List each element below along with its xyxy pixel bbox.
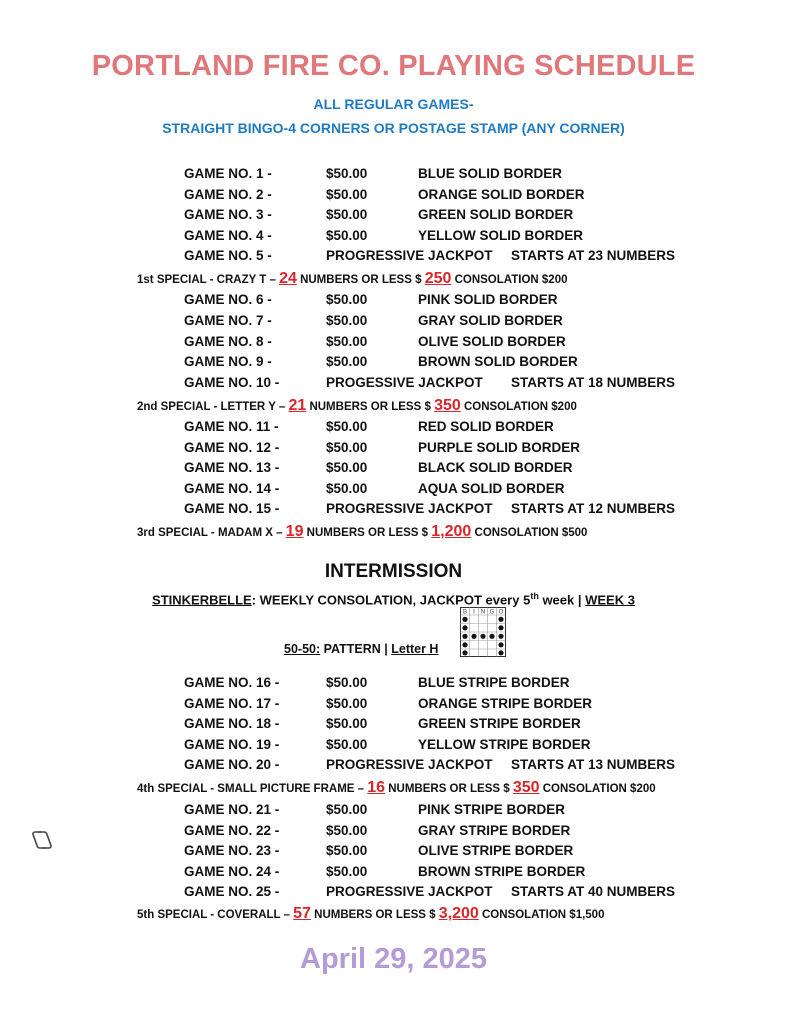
game-prize: $50.00 — [326, 696, 368, 711]
special-mid: NUMBERS OR LESS $ — [303, 527, 432, 539]
game-prize: $50.00 — [326, 166, 368, 181]
bingo-letter: I — [473, 609, 475, 616]
fifty-fifty-text: PATTERN | — [320, 642, 392, 656]
game-number: GAME NO. 22 - — [184, 823, 280, 838]
game-pattern: BROWN STRIPE BORDER — [418, 864, 586, 879]
game-number: GAME NO. 15 - — [184, 501, 280, 516]
game-row — [0, 481, 787, 501]
game-number: GAME NO. 7 - — [184, 313, 272, 328]
game-row — [0, 440, 787, 460]
game-number: GAME NO. 18 - — [184, 716, 280, 731]
game-row — [0, 716, 787, 736]
game-row — [0, 207, 787, 227]
game-pattern: PINK SOLID BORDER — [418, 292, 558, 307]
stinkerbelle-text: : WEEKLY CONSOLATION, JACKPOT every 5 — [251, 592, 531, 608]
special-label: 5th SPECIAL - COVERALL – — [137, 909, 294, 921]
special-label: 3rd SPECIAL - MADAM X – — [137, 527, 286, 539]
game-note: STARTS AT 23 NUMBERS — [511, 248, 676, 263]
game-number: GAME NO. 9 - — [184, 354, 272, 369]
game-pattern: PINK STRIPE BORDER — [418, 802, 566, 817]
game-row — [0, 884, 787, 904]
game-number: GAME NO. 11 - — [184, 419, 279, 434]
game-prize: $50.00 — [326, 802, 368, 817]
game-row — [0, 843, 787, 863]
game-row — [0, 166, 787, 186]
special-consolation: CONSOLATION $200 — [460, 401, 577, 413]
fifty-fifty-label: 50-50: — [284, 642, 321, 656]
special-numbers: 16 — [367, 779, 386, 796]
game-number: GAME NO. 12 - — [184, 440, 280, 455]
game-pattern: YELLOW SOLID BORDER — [418, 228, 583, 243]
game-prize: PROGESSIVE JACKPOT — [326, 375, 483, 390]
stinkerbelle-label: STINKERBELLE — [152, 592, 252, 608]
game-prize: PROGRESSIVE JACKPOT — [326, 501, 493, 516]
game-prize: $50.00 — [326, 843, 368, 858]
game-pattern: OLIVE STRIPE BORDER — [418, 843, 574, 858]
game-number: GAME NO. 20 - — [184, 757, 280, 772]
game-pattern: AQUA SOLID BORDER — [418, 481, 565, 496]
subtitle-straight-bingo: STRAIGHT BINGO-4 CORNERS OR POSTAGE STAMP (ANY CORNER) — [162, 120, 625, 136]
special-mid: NUMBERS OR LESS $ — [306, 401, 435, 413]
game-pattern: BROWN SOLID BORDER — [418, 354, 578, 369]
game-row — [0, 248, 787, 268]
game-number: GAME NO. 8 - — [184, 334, 272, 349]
game-pattern: GREEN STRIPE BORDER — [418, 716, 581, 731]
game-note: STARTS AT 12 NUMBERS — [511, 501, 676, 516]
game-number: GAME NO. 14 - — [184, 481, 280, 496]
game-number: GAME NO. 2 - — [184, 187, 272, 202]
game-number: GAME NO. 4 - — [184, 228, 272, 243]
game-row — [0, 696, 787, 716]
letter-h-bingo-card — [460, 607, 506, 657]
game-prize: $50.00 — [326, 460, 368, 475]
game-prize: $50.00 — [326, 823, 368, 838]
game-prize: $50.00 — [326, 716, 368, 731]
special-label: 4th SPECIAL - SMALL PICTURE FRAME – — [137, 783, 368, 795]
special-amount: 350 — [434, 397, 461, 414]
game-number: GAME NO. 1 - — [184, 166, 272, 181]
game-pattern: BLUE SOLID BORDER — [418, 166, 563, 181]
game-pattern: BLUE STRIPE BORDER — [418, 675, 570, 690]
fifty-fifty-line — [284, 642, 438, 656]
game-prize: $50.00 — [326, 737, 368, 752]
game-pattern: PURPLE SOLID BORDER — [418, 440, 581, 455]
special-game-1 — [137, 270, 567, 288]
special-consolation: CONSOLATION $200 — [539, 783, 656, 795]
game-pattern: RED SOLID BORDER — [418, 419, 554, 434]
game-number: GAME NO. 5 - — [184, 248, 272, 263]
special-numbers: 19 — [285, 523, 304, 540]
stinkerbelle-line — [0, 591, 787, 607]
copilot-icon[interactable] — [29, 829, 55, 851]
stinkerbelle-tail: week | — [538, 592, 586, 608]
game-row — [0, 460, 787, 480]
game-row — [0, 228, 787, 248]
game-note: STARTS AT 18 NUMBERS — [511, 375, 676, 390]
game-prize: PROGRESSIVE JACKPOT — [326, 248, 493, 263]
special-numbers: 21 — [288, 397, 307, 414]
game-row — [0, 334, 787, 354]
game-prize: $50.00 — [326, 207, 368, 222]
game-number: GAME NO. 17 - — [184, 696, 280, 711]
game-row — [0, 354, 787, 374]
special-mid: NUMBERS OR LESS $ — [385, 783, 513, 795]
game-row — [0, 757, 787, 777]
game-number: GAME NO. 16 - — [184, 675, 280, 690]
game-pattern: GREEN SOLID BORDER — [418, 207, 574, 222]
special-mid: NUMBERS OR LESS $ — [296, 274, 425, 286]
game-pattern: BLACK SOLID BORDER — [418, 460, 573, 475]
game-row — [0, 823, 787, 843]
page-title: PORTLAND FIRE CO. PLAYING SCHEDULE — [91, 50, 696, 82]
schedule-date: April 29, 2025 — [300, 943, 487, 975]
bingo-letter: B — [462, 609, 468, 616]
game-row — [0, 737, 787, 757]
game-number: GAME NO. 24 - — [184, 864, 280, 879]
game-pattern: YELLOW STRIPE BORDER — [418, 737, 591, 752]
special-amount: 3,200 — [438, 905, 479, 922]
game-note: STARTS AT 40 NUMBERS — [511, 884, 676, 899]
special-consolation: CONSOLATION $500 — [471, 527, 588, 539]
game-pattern: ORANGE SOLID BORDER — [418, 187, 585, 202]
game-prize: $50.00 — [326, 675, 368, 690]
game-prize: $50.00 — [326, 313, 368, 328]
special-amount: 350 — [512, 779, 540, 796]
game-row — [0, 292, 787, 312]
game-prize: $50.00 — [326, 440, 368, 455]
game-pattern: GRAY STRIPE BORDER — [418, 823, 571, 838]
game-pattern: OLIVE SOLID BORDER — [418, 334, 566, 349]
fifty-fifty-pattern: Letter H — [391, 642, 439, 656]
special-mid: NUMBERS OR LESS $ — [310, 909, 439, 921]
game-pattern: ORANGE STRIPE BORDER — [418, 696, 593, 711]
special-amount: 250 — [424, 270, 452, 287]
stinkerbelle-week: WEEK 3 — [585, 592, 635, 608]
game-pattern: GRAY SOLID BORDER — [418, 313, 563, 328]
game-prize: PROGRESSIVE JACKPOT — [326, 757, 493, 772]
game-prize: $50.00 — [326, 354, 368, 369]
game-prize: $50.00 — [326, 481, 368, 496]
special-game-5 — [137, 905, 604, 923]
game-number: GAME NO. 23 - — [184, 843, 280, 858]
game-number: GAME NO. 13 - — [184, 460, 280, 475]
game-row — [0, 501, 787, 521]
game-prize: $50.00 — [326, 228, 368, 243]
special-game-4 — [137, 779, 656, 797]
game-note: STARTS AT 13 NUMBERS — [511, 757, 676, 772]
special-consolation: CONSOLATION $1,500 — [478, 909, 605, 921]
stinkerbelle-sup: th — [530, 591, 539, 601]
game-row — [0, 375, 787, 395]
game-number: GAME NO. 10 - — [184, 375, 280, 390]
intermission-heading: INTERMISSION — [324, 561, 463, 582]
bingo-letter: N — [480, 609, 486, 616]
game-row — [0, 419, 787, 439]
bingo-letter: O — [498, 609, 504, 616]
special-numbers: 24 — [279, 270, 297, 287]
special-label: 2nd SPECIAL - LETTER Y – — [137, 401, 289, 413]
game-number: GAME NO. 3 - — [184, 207, 272, 222]
game-number: GAME NO. 6 - — [184, 292, 272, 307]
game-prize: $50.00 — [326, 419, 368, 434]
game-prize: $50.00 — [326, 292, 368, 307]
special-game-3 — [137, 523, 587, 541]
game-row — [0, 187, 787, 207]
game-number: GAME NO. 19 - — [184, 737, 280, 752]
special-label: 1st SPECIAL - CRAZY T – — [137, 274, 280, 286]
game-prize: $50.00 — [326, 334, 368, 349]
game-prize: PROGRESSIVE JACKPOT — [326, 884, 493, 899]
special-game-2 — [137, 397, 577, 415]
game-prize: $50.00 — [326, 187, 368, 202]
bingo-letter: G — [489, 609, 495, 616]
game-prize: $50.00 — [326, 864, 368, 879]
special-amount: 1,200 — [431, 523, 472, 540]
game-number: GAME NO. 25 - — [184, 884, 280, 899]
game-row — [0, 313, 787, 333]
special-consolation: CONSOLATION $200 — [451, 274, 568, 286]
game-number: GAME NO. 21 - — [184, 802, 280, 817]
special-numbers: 57 — [293, 905, 311, 922]
game-row — [0, 675, 787, 695]
game-row — [0, 864, 787, 884]
game-row — [0, 802, 787, 822]
subtitle-regular-games: ALL REGULAR GAMES- — [313, 96, 474, 112]
